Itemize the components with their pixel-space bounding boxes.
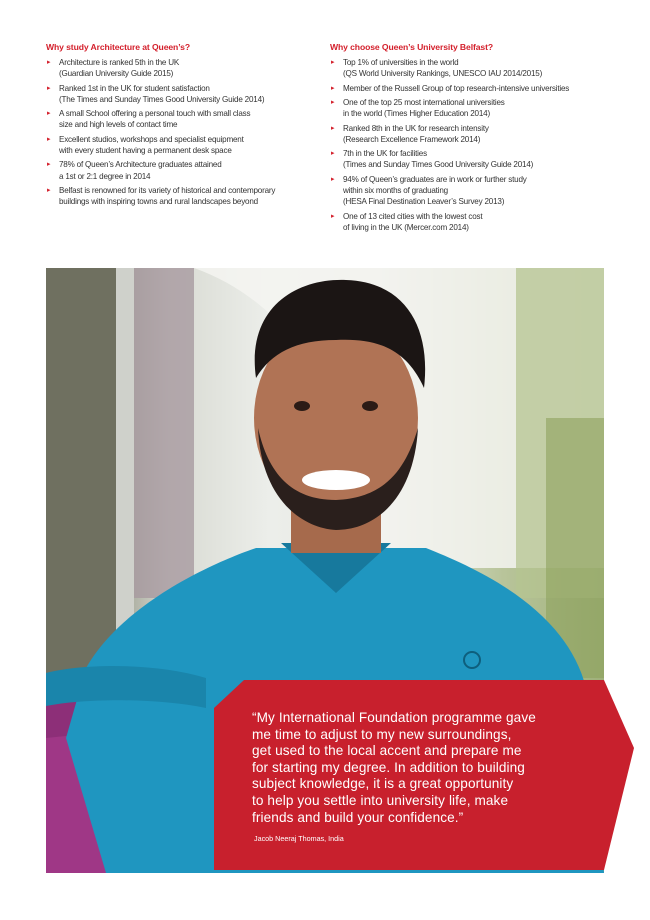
quote-line: get used to the local accent and prepare me — [252, 743, 522, 759]
bullet-icon: ▸ — [331, 59, 335, 66]
list-item-text: (QS World University Rankings, UNESCO IAU 2014/2015) — [343, 69, 543, 79]
list-item — [330, 123, 620, 145]
why-choose-queens-section — [330, 42, 620, 236]
list-item — [330, 211, 620, 233]
list-item — [46, 57, 316, 79]
smile — [302, 470, 370, 490]
list-item-text: buildings with inspiring towns and rural landscapes beyond — [59, 197, 258, 207]
bullet-icon: ▸ — [47, 110, 51, 118]
list-item — [330, 174, 620, 208]
list-item-text: (Guardian University Guide 2015) — [59, 69, 174, 79]
section-heading: Why study Architecture at Queen’s? — [46, 42, 190, 52]
quote-line: subject knowledge, it is a great opportunity — [252, 776, 514, 792]
bullet-list — [46, 57, 316, 207]
list-item-text: Top 1% of universities in the world — [343, 58, 459, 67]
list-item — [330, 57, 620, 79]
bullet-icon: ▸ — [47, 59, 51, 66]
list-item-text: Architecture is ranked 5th in the UK — [59, 58, 180, 67]
list-item — [46, 159, 316, 181]
list-item — [330, 83, 620, 94]
bullet-icon: ▸ — [47, 135, 51, 143]
list-item-text: Excellent studios, workshops and specialist equipment — [59, 134, 244, 144]
quote-line: for starting my degree. In addition to building — [252, 759, 525, 775]
testimonial-quote — [252, 710, 632, 826]
bullet-icon: ▸ — [331, 175, 335, 183]
list-item-text: A small School offering a personal touch with small class — [59, 109, 251, 119]
bullet-icon: ▸ — [47, 186, 51, 194]
quote-line: “My International Foundation programme gave — [252, 710, 536, 725]
bullet-icon: ▸ — [331, 150, 335, 158]
list-item-text: of living in the UK (Mercer.com 2014) — [343, 222, 469, 232]
bullet-icon: ▸ — [331, 84, 335, 92]
list-item-text: Member of the Russell Group of top research-intensive universities — [343, 83, 570, 93]
testimonial-box — [214, 680, 634, 870]
list-item-text: (The Times and Sunday Times Good University Guide 2014) — [59, 94, 265, 104]
list-item — [46, 108, 316, 130]
quote-line: friends and build your confidence.” — [252, 809, 464, 825]
bullet-icon: ▸ — [331, 212, 335, 220]
list-item-text: with every student having a permanent desk space — [59, 145, 232, 155]
bullet-icon: ▸ — [331, 124, 335, 132]
list-item-text: Belfast is renowned for its variety of historical and contemporary — [59, 185, 276, 195]
list-item — [330, 97, 620, 119]
list-item-text: 78% of Queen’s Architecture graduates attained — [59, 160, 222, 170]
list-item-text: (HESA Final Destination Leaver’s Survey 2013) — [343, 197, 505, 207]
bullet-icon: ▸ — [47, 161, 51, 169]
list-item-text: One of 13 cited cities with the lowest cost — [343, 211, 483, 221]
list-item-text: 94% of Queen’s graduates are in work or further study — [343, 174, 527, 184]
list-item — [330, 148, 620, 170]
list-item-text: within six months of graduating — [343, 185, 448, 195]
bullet-icon: ▸ — [47, 84, 51, 92]
right-eye — [362, 401, 378, 411]
bullet-list — [330, 57, 620, 233]
list-item-text: One of the top 25 most international universities — [343, 97, 505, 107]
bullet-icon: ▸ — [331, 98, 335, 106]
list-item-text: (Times and Sunday Times Good University Guide 2014) — [343, 160, 534, 170]
section-heading: Why choose Queen’s University Belfast? — [330, 42, 494, 52]
testimonial-attribution: Jacob Neeraj Thomas, India — [254, 834, 344, 843]
quote-line: me time to adjust to my new surroundings, — [252, 726, 512, 742]
left-eye — [294, 401, 310, 411]
list-item-text: Ranked 8th in the UK for research intensity — [343, 123, 489, 133]
list-item — [46, 185, 316, 207]
list-item-text: (Research Excellence Framework 2014) — [343, 134, 481, 144]
list-item-text: 7th in the UK for facilities — [343, 149, 427, 159]
list-item-text: in the world (Times Higher Education 2014) — [343, 109, 490, 119]
list-item-text: size and high levels of contact time — [59, 120, 178, 130]
quote-line: to help you settle into university life, make — [252, 792, 509, 808]
foliage-left — [134, 268, 194, 598]
list-item — [46, 83, 316, 105]
why-study-architecture-section — [46, 42, 316, 211]
list-item — [46, 134, 316, 156]
list-item-text: Ranked 1st in the UK for student satisfaction — [59, 83, 210, 93]
list-item-text: a 1st or 2:1 degree in 2014 — [59, 171, 151, 181]
